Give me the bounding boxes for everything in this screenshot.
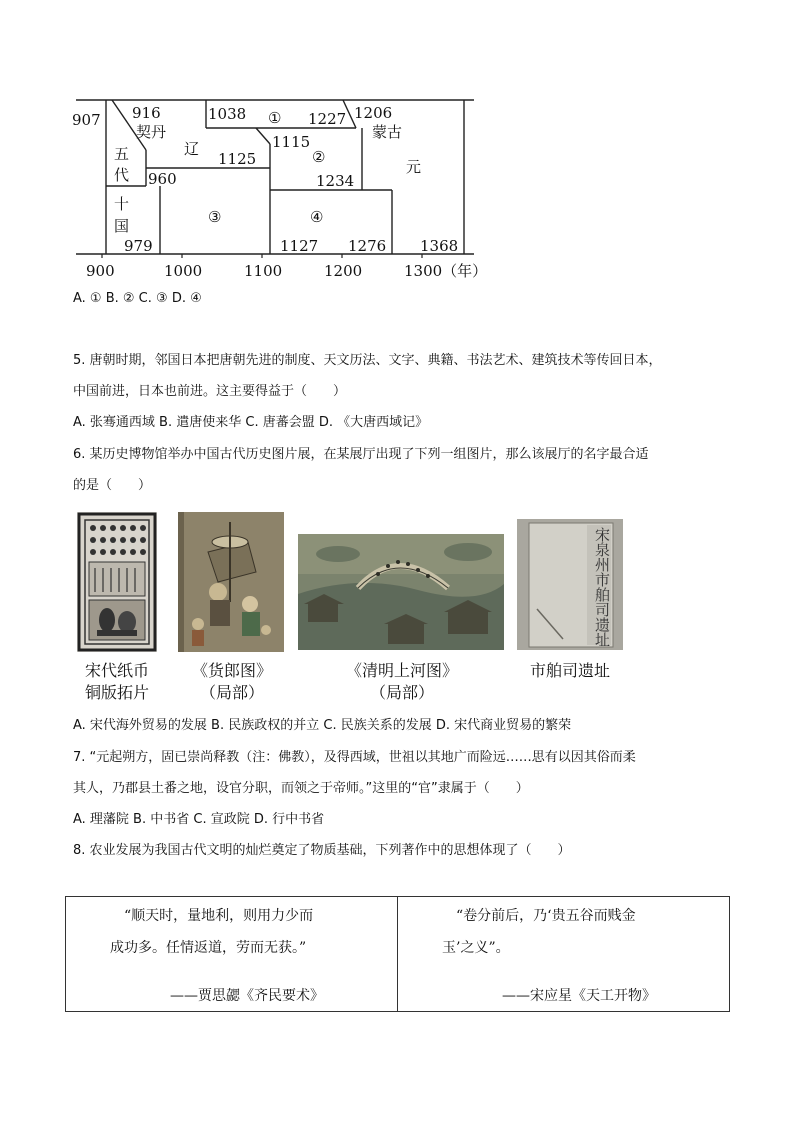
caption-qingming-line1: 《清明上河图》 <box>345 661 458 680</box>
caption-paper-money <box>72 660 162 704</box>
label-liao: 辽 <box>184 140 200 158</box>
q5-stem-line1: 5. 唐朝时期，邻国日本把唐朝先进的制度、天文历法、文字、典籍、书法艺术、建筑技术等传回日本， <box>73 353 662 368</box>
circle-label-4: ④ <box>310 208 324 226</box>
caption-paper-money-line1: 宋代纸币 <box>84 661 149 680</box>
q5-options: A. 张骞通西域 B. 遣唐使来华 C. 唐蕃会盟 D. 《大唐西域记》 <box>73 415 429 430</box>
label-1227: 1227 <box>308 110 347 128</box>
caption-huolang-line2: （局部） <box>199 683 264 702</box>
q8-stem: 8. 农业发展为我国古代文明的灿烂奠定了物质基础，下列著作中的思想体现了（ ） <box>73 843 571 858</box>
q7-stem-line1: 7. “元起朔方，固已崇尚释教（注：佛教），及得西域，世祖以其地广而险远……思有以因其俗而柔 <box>73 750 636 765</box>
q6-options: A. 宋代海外贸易的发展 B. 民族政权的并立 C. 民族关系的发展 D. 宋代商业贸易的繁荣 <box>73 718 572 733</box>
axis-1100: 1100 <box>244 262 283 280</box>
axis-1200: 1200 <box>324 262 363 280</box>
label-wudai-1: 五 <box>114 145 130 163</box>
q5-stem-line2: 中国前进，日本也前进。这主要得益于（ ） <box>73 384 347 399</box>
label-979: 979 <box>124 237 153 255</box>
caption-paper-money-line2: 铜版拓片 <box>84 683 149 702</box>
song-paper-money-image <box>77 512 157 652</box>
label-1125: 1125 <box>218 150 257 168</box>
quote-right-line2: 玉’之义”。 <box>442 940 510 956</box>
axis-900: 900 <box>86 262 115 280</box>
quote-right-source: ——宋应星《天工开物》 <box>502 988 656 1004</box>
quote-left-source: ——贾思勰《齐民要术》 <box>170 988 324 1004</box>
label-menggu: 蒙古 <box>372 123 403 141</box>
q6-stem-line1: 6. 某历史博物馆举办中国古代历史图片展，在某展厅出现了下列一组图片，那么该展厅的名字最合适 <box>73 447 649 462</box>
label-960: 960 <box>148 170 177 188</box>
label-1234: 1234 <box>316 172 355 190</box>
label-1276: 1276 <box>348 237 387 255</box>
circle-label-2: ② <box>312 148 326 166</box>
huolang-painting-image <box>178 512 284 652</box>
label-1115: 1115 <box>272 133 311 151</box>
axis-1000: 1000 <box>164 262 203 280</box>
q7-stem-line2: 其人，乃郡县土番之地，设官分职，而领之于帝师。”这里的“官”隶属于（ ） <box>73 781 529 796</box>
caption-shibosi <box>514 660 626 682</box>
label-wudai-2: 代 <box>114 166 130 184</box>
label-1206: 1206 <box>354 104 393 122</box>
label-shiguo-2: 国 <box>114 217 130 235</box>
dynasty-timeline-diagram <box>60 92 500 282</box>
caption-huolang <box>172 660 292 704</box>
label-qidan: 契丹 <box>136 123 167 141</box>
q4-options: A. ① B. ② C. ③ D. ④ <box>73 291 202 306</box>
label-1127: 1127 <box>280 237 319 255</box>
label-916: 916 <box>132 104 161 122</box>
circle-label-3: ③ <box>208 208 222 226</box>
caption-qingming-line2: （局部） <box>369 683 434 702</box>
caption-shibosi-line1: 市舶司遗址 <box>529 661 610 680</box>
qingming-painting-image <box>298 534 504 650</box>
stele-inscription: 宋泉州市舶司遗址 <box>593 527 611 647</box>
q7-options: A. 理藩院 B. 中书省 C. 宣政院 D. 行中书省 <box>73 812 325 827</box>
circle-label-1: ① <box>268 109 282 127</box>
label-1038: 1038 <box>208 105 247 123</box>
quote-left-line1: “顺天时，量地利，则用力少而 <box>124 908 314 924</box>
caption-qingming <box>320 660 484 704</box>
label-907: 907 <box>72 111 101 129</box>
label-1368: 1368 <box>420 237 459 255</box>
caption-huolang-line1: 《货郎图》 <box>191 661 272 680</box>
q8-quote-table <box>65 896 730 1012</box>
shibosi-stele-image <box>517 519 623 650</box>
label-yuan: 元 <box>406 158 422 176</box>
quote-tiangong-kaiwu <box>397 897 729 1011</box>
quote-qimin-yaoshu <box>66 897 397 1011</box>
q6-stem-line2: 的是（ ） <box>73 478 152 493</box>
quote-right-line1: “卷分前后，乃‘贵五谷而贱金 <box>456 908 636 924</box>
quote-left-line2: 成功多。任情返道，劳而无获。” <box>110 940 307 956</box>
axis-1300-year: 1300（年） <box>404 262 488 280</box>
label-shiguo-1: 十 <box>114 195 130 213</box>
